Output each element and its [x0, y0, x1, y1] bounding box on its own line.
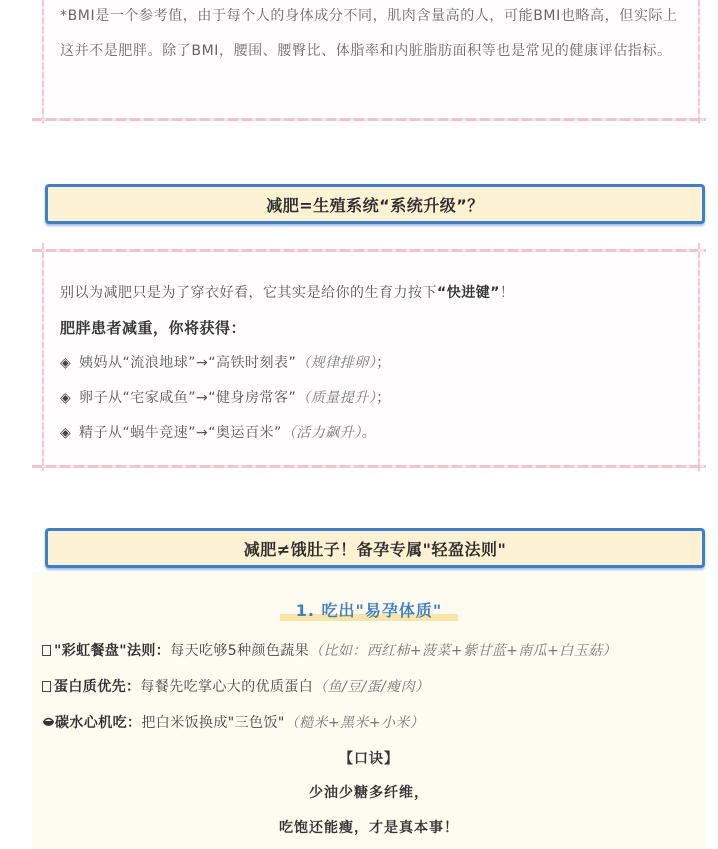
rule-note: （比如：西红柿+菠菜+紫甘蓝+南瓜+白玉菇）: [309, 643, 617, 659]
diamond-bullet-icon: ◈: [60, 355, 72, 371]
gain-item: [60, 387, 391, 407]
fertility-benefit-card: [32, 243, 706, 471]
card-right-border: [698, 0, 700, 124]
gain-text: 姨妈从“流浪地球”→“高铁时刻表”: [78, 355, 297, 371]
rule-label: 碳水心机吃：: [55, 715, 142, 731]
motto-line: 少油少糖多纤维，: [309, 785, 429, 801]
diet-rules-panel: [32, 572, 706, 849]
rule-item-rainbow: [42, 640, 617, 660]
rule-text: 每餐先吃掌心大的优质蛋白: [140, 679, 314, 695]
rule-item-protein: [42, 676, 429, 696]
gain-end: ；: [376, 355, 391, 371]
lead-bold-keyword: “快进键”: [437, 285, 500, 301]
gain-note: （质量提升）: [296, 390, 377, 406]
gain-end: 。: [361, 425, 377, 441]
rule-label: "彩虹餐盘"法则：: [54, 643, 171, 659]
card-left-border: [42, 0, 44, 124]
rule-note: （糙米+黑米+小米）: [284, 715, 425, 731]
gain-end: ；: [376, 390, 391, 406]
rule-note: （鱼/豆/蛋/瘦肉）: [313, 679, 430, 695]
gain-text: 精子从“蜗牛竞速”→“奥运百米”: [78, 425, 282, 441]
diamond-bullet-icon: ◈: [60, 390, 72, 406]
rice-bowl-icon: [42, 715, 55, 731]
bmi-note-card: [32, 0, 706, 124]
gain-item: [60, 352, 391, 372]
lead-prefix: 别以为减肥只是为了穿衣好看，它其实是给你的生育力按下: [60, 285, 437, 301]
subhead-text: 1. 吃出"易孕体质": [280, 601, 458, 621]
card-left-border: [42, 243, 44, 471]
card-right-border: [698, 243, 700, 471]
lead-suffix: ！: [499, 285, 515, 301]
motto-title: 【口诀】: [339, 751, 399, 767]
rule-item-carb: [42, 712, 424, 732]
lead-paragraph: [60, 282, 514, 302]
rainbow-emoji-icon: [42, 645, 51, 656]
gain-text: 卵子从“宅家咸鱼”→“健身房常客”: [78, 390, 297, 406]
section-title-light-rules: 减肥≠饿肚子！备孕专属"轻盈法则": [45, 528, 705, 568]
card-bottom-border: [32, 465, 706, 468]
gain-note: （规律排卵）: [296, 355, 377, 371]
rule-text: 每天吃够5种颜色蔬果: [170, 643, 310, 659]
diamond-bullet-icon: ◈: [60, 425, 72, 441]
gain-note: （活力飙升）: [281, 425, 362, 441]
subhead-easy-conceive: [32, 598, 706, 621]
bmi-note-text: *BMI是一个参考值，由于每个人的身体成分不同，肌肉含量高的人，可能BMI也略高，但实际上这并不是肥胖。除了BMI，腰围、腰臀比、体脂率和内脏脂肪面积等也是常见的健康评估指标。: [60, 8, 678, 59]
gain-item: [60, 422, 376, 442]
gain-heading: 肥胖患者减重，你将获得：: [60, 319, 247, 337]
card-top-border: [32, 249, 706, 252]
motto-line: 吃饱还能瘦，才是真本事！: [279, 820, 459, 836]
rule-label: 蛋白质优先：: [54, 679, 141, 695]
section-title-fertility-upgrade: 减肥=生殖系统“系统升级”？: [45, 184, 705, 224]
protein-emoji-icon: [42, 681, 51, 692]
card-bottom-border: [32, 118, 706, 121]
rule-text: 把白米饭换成"三色饭": [141, 715, 285, 731]
